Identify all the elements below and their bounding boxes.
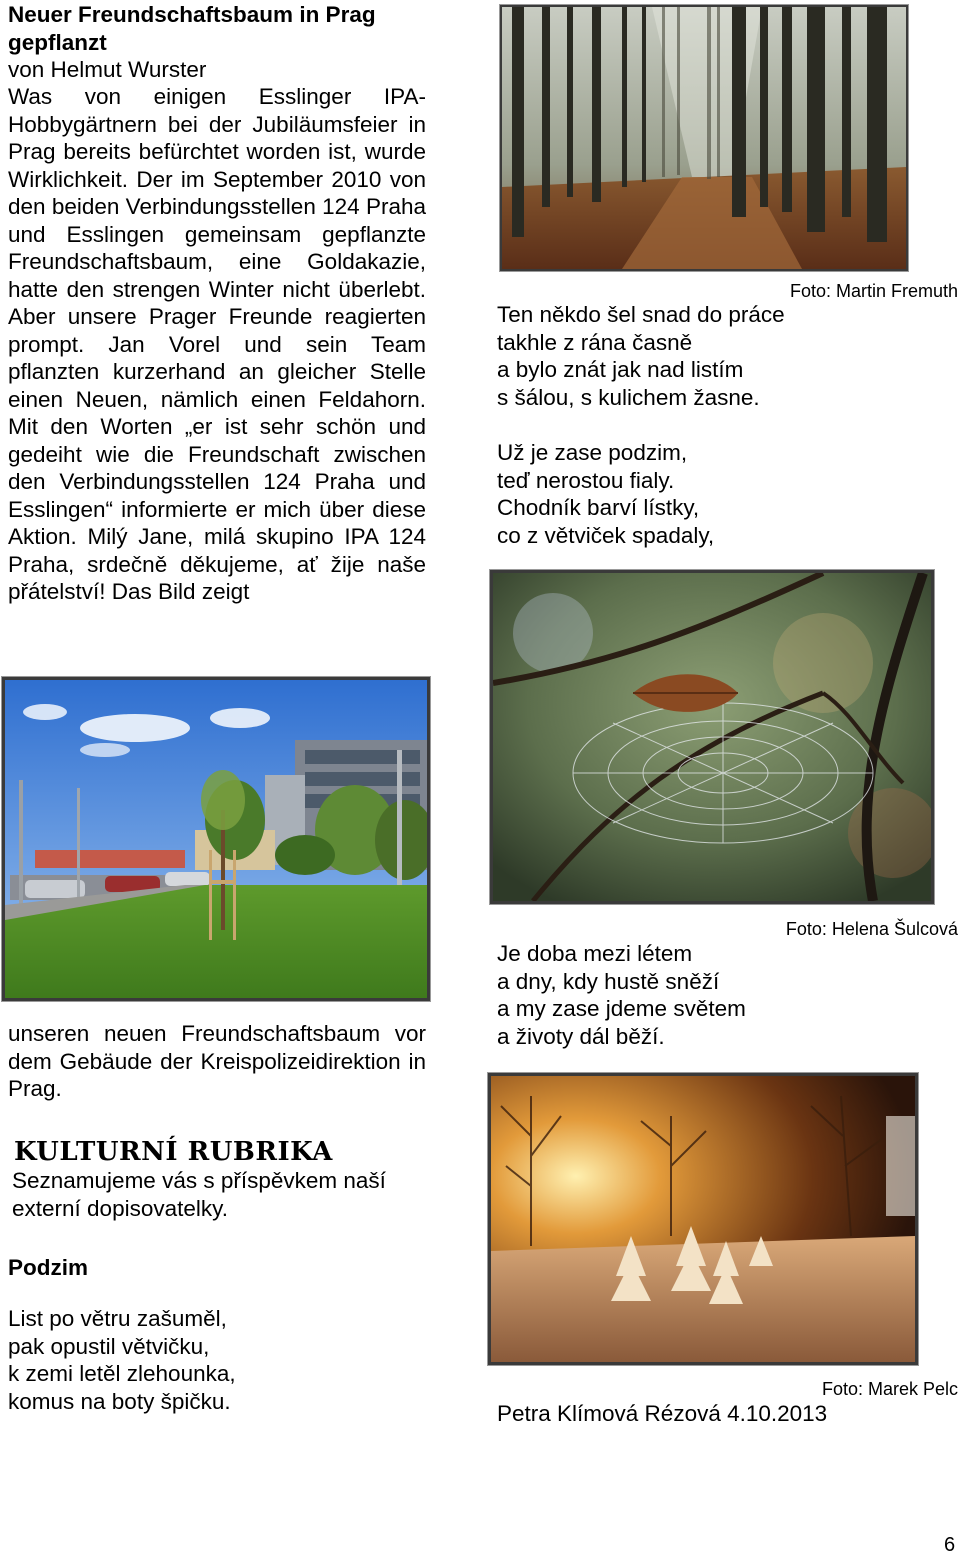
page-number: 6 bbox=[944, 1534, 956, 1556]
snowy-photo-caption: Foto: Marek Pelc bbox=[821, 1379, 958, 1399]
poem-line: komus na boty špičku. bbox=[8, 1388, 231, 1414]
poem-line: co z větviček spadaly, bbox=[497, 522, 715, 548]
article-title: Neuer Freundschaftsbaum in Prag gepflanzt bbox=[8, 2, 376, 55]
forest-photo bbox=[500, 5, 908, 271]
forest-photo-caption: Foto: Martin Fremuth bbox=[789, 281, 958, 301]
poem-line: a my zase jdeme světem bbox=[497, 996, 746, 1021]
friendship-tree-photo bbox=[2, 677, 430, 1001]
poem-line: a životy dál běží. bbox=[497, 1023, 665, 1049]
rubrika-title: KULTURNÍ RUBRIKA bbox=[14, 1137, 333, 1167]
poem-line: takhle z rána časně bbox=[497, 329, 693, 355]
rubrika-intro: Seznamujeme vás s příspěvkem naší externí dopisovatelky. bbox=[12, 1168, 386, 1221]
snowy-night-photo bbox=[488, 1073, 918, 1365]
poem-line: Ten někdo šel snad do práce bbox=[497, 302, 785, 327]
poem-line: a bylo znát jak nad listím bbox=[497, 357, 744, 382]
poem-line: pak opustil větvičku, bbox=[8, 1333, 210, 1359]
poem-signature: Petra Klímová Rézová 4.10.2013 bbox=[497, 1401, 828, 1426]
article-continuation: unseren neuen Freundschaftsbaum vor dem Gebäude der Kreispolizeidirektion in Prag. bbox=[8, 1021, 426, 1101]
poem-stanza-3 bbox=[497, 439, 714, 549]
article-author: von Helmut Wurster bbox=[8, 57, 207, 82]
spiderweb-leaf-photo bbox=[490, 570, 934, 904]
spiderweb-photo-caption: Foto: Helena Šulcová bbox=[785, 919, 958, 939]
poem-stanza-2 bbox=[497, 301, 785, 411]
poem-line: Už je zase podzim, bbox=[497, 440, 688, 465]
article-body: Was von einigen Esslinger IPA-Hobbygärtnern bei der Jubiläumsfeier in Prag bereits befürchtet worden ist, wurde Wirklichkeit. Der im September 2010 von den beiden Verbindungsstellen 124 Praha und Esslingen gemeinsam gepflanzte Freundschaftsbaum, eine Goldakazie, hatte den strengen Winter nicht überlebt. Aber unsere Prager Freunde reagierten prompt. Jan Vorel und sein Team pflanzten kurzerhand an gleicher Stelle einen Neuen, nämlich einen Feldahorn. Mit den Worten „er ist sehr schön und gedeiht wie die Freundschaft zwischen den Verbindungsstellen 124 Praha und Esslingen“ informierte er mich über diese Aktion. Milý Jane, milá skupino IPA 124 Praha, srdečně děkujeme, ať žije naše přátelství! Das Bild zeigt bbox=[8, 84, 426, 604]
poem-line: Chodník barví lístky, bbox=[497, 495, 700, 520]
poem-line: a dny, kdy hustě sněží bbox=[497, 968, 720, 994]
poem-title: Podzim bbox=[8, 1255, 89, 1280]
poem-line: Je doba mezi létem bbox=[497, 941, 693, 966]
poem-line: List po větru zašuměl, bbox=[8, 1306, 227, 1331]
poem-line: teď nerostou fialy. bbox=[497, 467, 675, 493]
poem-stanza-1 bbox=[8, 1305, 236, 1415]
poem-line: k zemi letěl zlehounka, bbox=[8, 1361, 236, 1386]
poem-stanza-4 bbox=[497, 940, 746, 1050]
poem-line: s šálou, s kulichem žasne. bbox=[497, 384, 760, 410]
